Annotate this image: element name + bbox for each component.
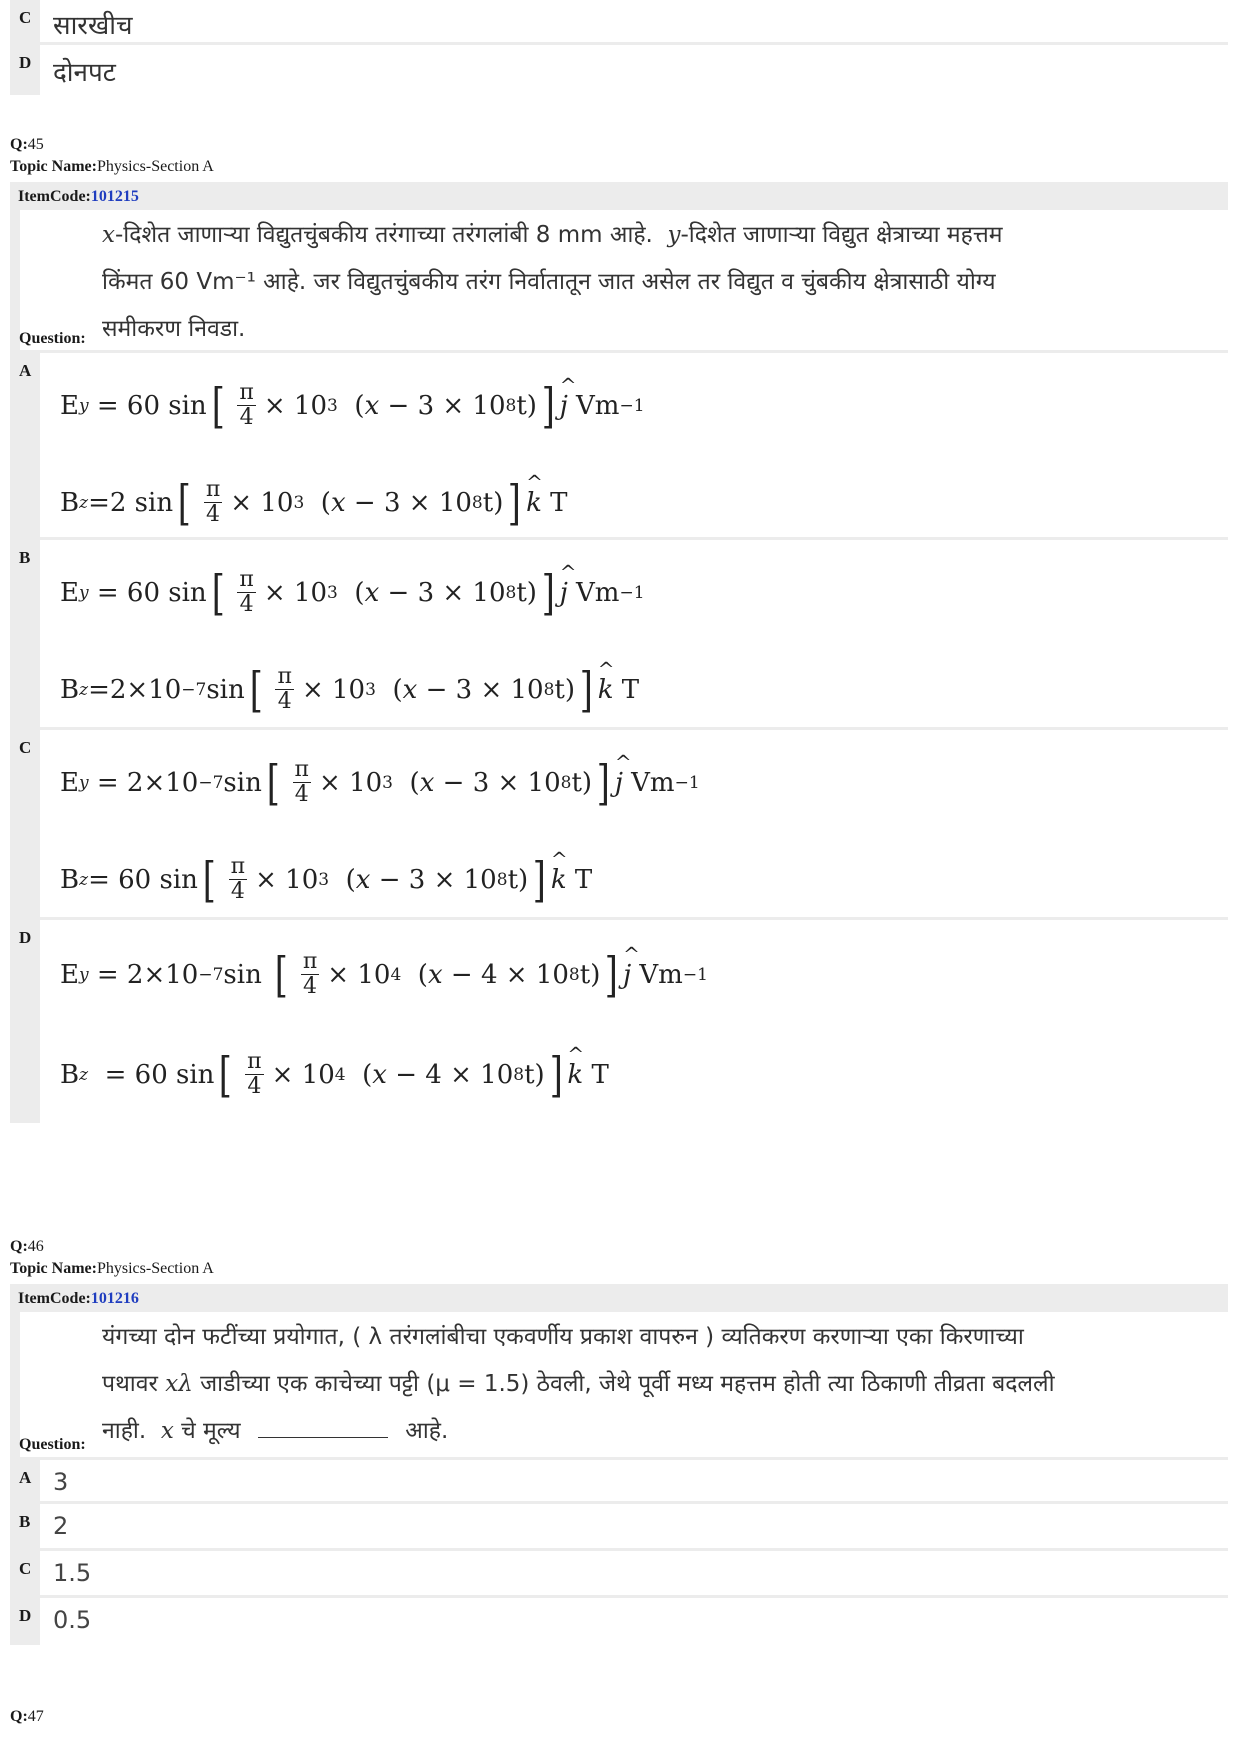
option-label: D: [10, 45, 40, 95]
option-text: 1.5: [53, 1559, 92, 1587]
question-text: यंगच्या दोन फटींच्या प्रयोगात, ( λ तरंगलांबीचा एकवर्णीय प्रकाश वापरुन ) व्यतिकरण करणाऱ्या एका किरणाच्या पथावर xλ जाडीच्या एक काचेच्या पट्टी (μ = 1.5) ठेवली, जेथे पूर्वी मध्य महत्तम होती त्या ठिकाणी तीव्रता बदलली नाही. x चे मूल्य आहे.: [102, 1324, 1055, 1444]
question-text: x-दिशेत जाणाऱ्या विद्युतचुंबकीय तरंगाच्या तरंगलांबी 8 mm आहे. y-दिशेत जाणाऱ्या विद्युत क्षेत्राच्या महत्तम किंमत 60 Vm⁻¹ आहे. जर विद्युतचुंबकीय तरंग निर्वातातून जात असेल तर विद्युत व चुंबकीय क्षेत्रासाठी योग्य समीकरण निवडा.: [102, 222, 1003, 342]
option-row[interactable]: [10, 1457, 1228, 1504]
question-number: 46: [27, 1238, 44, 1255]
equation-e: E y = 2×10 −7 sin [ $\frac{\pi}{4}$ × 10 3 ( x − 3 × 10 8 t) ] ^ j Vm −1: [60, 758, 700, 807]
topic-name: Physics-Section A: [96, 1260, 214, 1277]
option-label: D: [10, 1598, 40, 1645]
question-label: Question:: [19, 330, 86, 347]
option-text: 3: [53, 1468, 69, 1496]
question-table: [10, 182, 1228, 1123]
question-number: 45: [27, 136, 44, 153]
option-row[interactable]: [10, 1504, 1228, 1551]
option-text: 2: [53, 1512, 69, 1540]
option-label: D: [10, 920, 40, 1123]
option-label: A: [10, 1460, 40, 1501]
topic-name: Physics-Section A: [96, 158, 214, 175]
question-label: Question:: [19, 1436, 86, 1453]
option-text: सारखीच: [53, 11, 133, 41]
item-code: ItemCode:101216: [10, 1284, 1228, 1312]
question-number: 47: [27, 1708, 44, 1725]
equation-b: B z =2×10 −7 sin [ $\frac{\pi}{4}$ × 10 3 ( x − 3 × 10 8 t) ] ^ k T: [60, 665, 639, 714]
option-label: B: [10, 540, 40, 727]
option-label: A: [10, 353, 40, 537]
option-row[interactable]: [10, 920, 1228, 1123]
equation-e: E y = 2×10 −7 sin [ $\frac{\pi}{4}$ × 10 4 ( x − 4 × 10 8 t) ] ^ j Vm −1: [60, 950, 708, 999]
option-label: B: [10, 1504, 40, 1548]
item-code: ItemCode:101215: [10, 182, 1228, 210]
option-text: 0.5: [53, 1606, 92, 1634]
previous-options-table: [10, 0, 1228, 95]
equation-b: B z = 60 sin [ $\frac{\pi}{4}$ × 10 3 ( x − 3 × 10 8 t) ] ^ k T: [60, 855, 592, 904]
question-header: Q:47: [10, 1708, 44, 1725]
option-row[interactable]: [10, 350, 1228, 540]
question-table: [10, 1284, 1228, 1645]
option-row[interactable]: [10, 45, 1228, 95]
equation-e: E y = 60 sin [ $\frac{\pi}{4}$ × 10 3 ( x − 3 × 10 8 t) ] ^ j Vm −1: [60, 568, 645, 617]
answer-blank: [258, 1418, 388, 1438]
equation-e: E y = 60 sin [ $\frac{\pi}{4}$ × 10 3 ( x − 3 × 10 8 t) ] ^ j Vm −1: [60, 381, 645, 430]
option-label: C: [10, 730, 40, 917]
option-text: दोनपट: [53, 58, 116, 88]
option-row[interactable]: [10, 540, 1228, 730]
option-row[interactable]: [10, 1598, 1228, 1645]
option-row[interactable]: [10, 0, 1228, 45]
equation-b: B z = 60 sin [ $\frac{\pi}{4}$ × 10 4 ( x − 4 × 10 8 t) ] ^ k T: [60, 1050, 609, 1099]
option-label: C: [10, 1551, 40, 1595]
question-header: Q:45 Topic Name:Physics-Section A: [10, 136, 214, 175]
option-label: C: [10, 0, 40, 42]
equation-b: B z =2 sin [ $\frac{\pi}{4}$ × 10 3 ( x − 3 × 10 8 t) ] ^ k T: [60, 478, 567, 527]
option-row[interactable]: [10, 1551, 1228, 1598]
question-header: Q:46 Topic Name:Physics-Section A: [10, 1238, 214, 1277]
option-row[interactable]: [10, 730, 1228, 920]
